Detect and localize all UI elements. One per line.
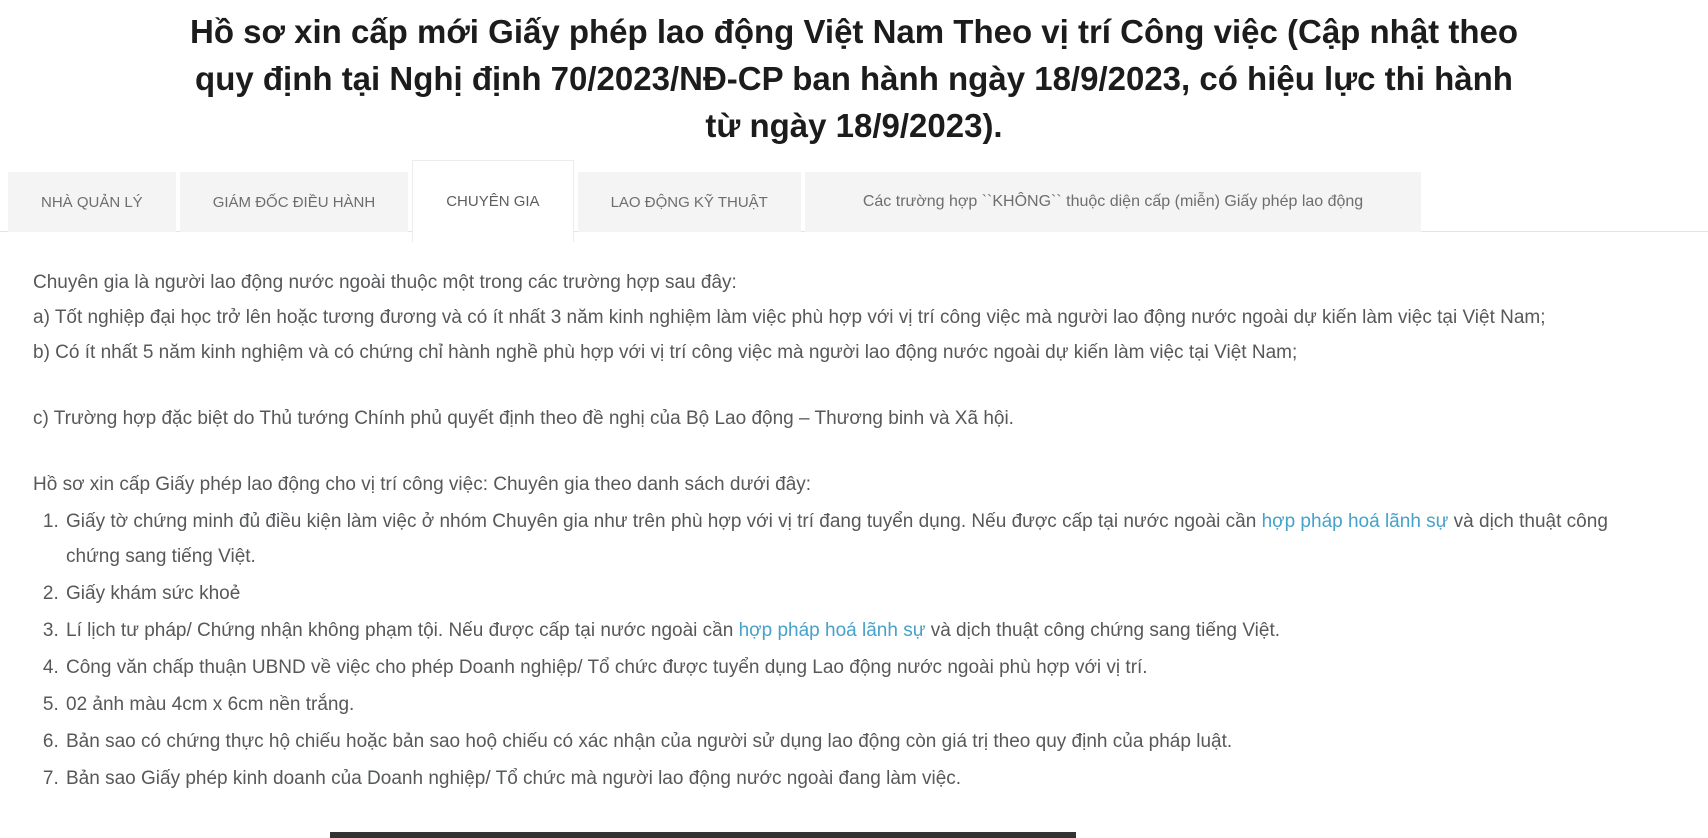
page-title-line-1: Hồ sơ xin cấp mới Giấy phép lao động Việt Nam Theo vị trí Công việc (Cập nhật theo (189, 13, 1518, 50)
list-item: 3. Lí lịch tư pháp/ Chứng nhận không phạm tội. Nếu được cấp tại nước ngoài cần hợp pháp hoá lãnh sự và dịch thuật công chứng sang tiếng Việt. (64, 613, 1660, 648)
tab-lao-dong-ky-thuat[interactable]: LAO ĐỘNG KỸ THUẬT (578, 172, 801, 232)
list-item: 2. Giấy khám sức khoẻ (64, 576, 1660, 611)
consular-legalization-link[interactable]: hợp pháp hoá lãnh sự (738, 620, 926, 641)
page-title-line-2: quy định tại Nghị định 70/2023/NĐ-CP ban hành ngày 18/9/2023, có hiệu lực thi hành (195, 60, 1513, 97)
document-list (33, 504, 1660, 796)
tab-khong-thuoc-dien-cap[interactable]: Các trường hợp ``KHÔNG`` thuộc diện cấp (miễn) Giấy phép lao động (805, 172, 1421, 232)
bottom-partial-element (330, 832, 1076, 838)
list-item: 6. Bản sao có chứng thực hộ chiếu hoặc bản sao hoộ chiếu có xác nhận của người sử dụng lao động còn giá trị theo quy định của pháp luật. (64, 724, 1660, 759)
document-list-intro: Hồ sơ xin cấp Giấy phép lao động cho vị trí công việc: Chuyên gia theo danh sách dưới đây: (33, 474, 812, 495)
case-a-paragraph: a) Tốt nghiệp đại học trở lên hoặc tương đương và có ít nhất 3 năm kinh nghiệm làm việc phù hợp với vị trí công việc mà người lao động nước ngoài dự kiến làm việc tại Việt Nam; (33, 307, 1546, 328)
intro-paragraph: Chuyên gia là người lao động nước ngoài thuộc một trong các trường hợp sau đây: (33, 272, 737, 293)
tab-panel-chuyen-gia (0, 232, 1708, 796)
list-item: 4. Công văn chấp thuận UBND về việc cho phép Doanh nghiệp/ Tổ chức được tuyển dụng Lao động nước ngoài phù hợp với vị trí. (64, 650, 1660, 685)
tab-giam-doc-dieu-hanh[interactable]: GIÁM ĐỐC ĐIỀU HÀNH (180, 172, 409, 232)
list-item: 7. Bản sao Giấy phép kinh doanh của Doanh nghiệp/ Tổ chức mà người lao động nước ngoài đang làm việc. (64, 761, 1660, 796)
list-item: 5. 02 ảnh màu 4cm x 6cm nền trắng. (64, 687, 1660, 722)
page-title-line-3: từ ngày 18/9/2023). (705, 107, 1003, 144)
case-c-paragraph: c) Trường hợp đặc biệt do Thủ tướng Chính phủ quyết định theo đề nghị của Bộ Lao động – Thương binh và Xã hội. (33, 408, 1014, 429)
consular-legalization-link[interactable]: hợp pháp hoá lãnh sự (1261, 511, 1449, 532)
page-title (0, 8, 1708, 149)
tab-nha-quan-ly[interactable]: NHÀ QUẢN LÝ (8, 172, 176, 232)
tab-chuyen-gia[interactable]: CHUYÊN GIA (412, 160, 573, 242)
list-item: 1. Giấy tờ chứng minh đủ điều kiện làm việc ở nhóm Chuyên gia như trên phù hợp với vị trí đang tuyển dụng. Nếu được cấp tại nước ngoài cần hợp pháp hoá lãnh sự và dịch thuật công chứng sang tiếng Việt. (64, 504, 1660, 574)
case-b-paragraph: b) Có ít nhất 5 năm kinh nghiệm và có chứng chỉ hành nghề phù hợp với vị trí công việc mà người lao động nước ngoài dự kiến làm việc tại Việt Nam; (33, 342, 1298, 363)
tab-bar (0, 160, 1708, 232)
